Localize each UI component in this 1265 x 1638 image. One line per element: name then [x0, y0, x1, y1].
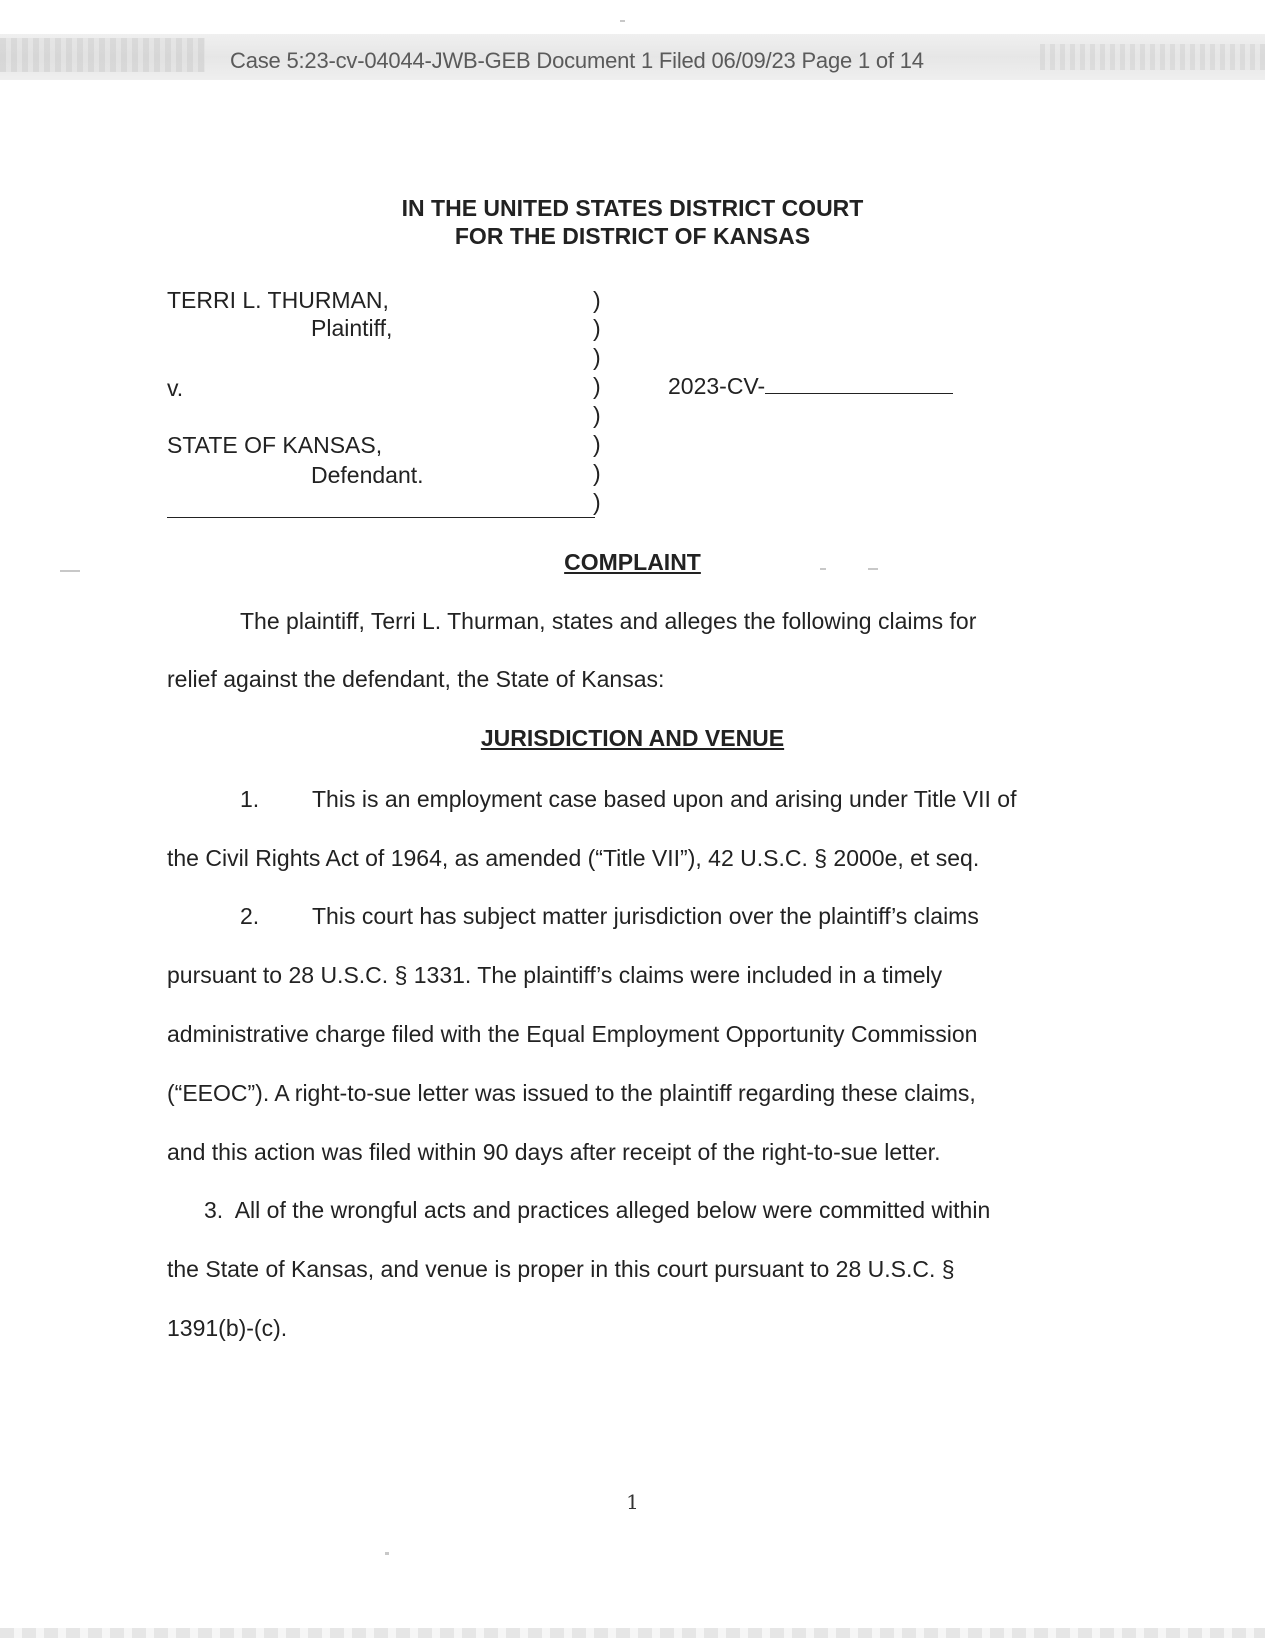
paragraph-number: 3. — [204, 1197, 224, 1223]
paragraph-3-line-2: the State of Kansas, and venue is proper in this court pursuant to 28 U.S.C. § — [167, 1256, 955, 1282]
scan-speck — [620, 20, 625, 22]
scan-smudge-left — [0, 38, 205, 72]
versus: v. — [167, 375, 184, 401]
paragraph-number: 1. — [240, 786, 260, 812]
plaintiff-name: TERRI L. THURMAN, — [167, 287, 389, 313]
case-header-stamp: Case 5:23-cv-04044-JWB-GEB Document 1 Filed 06/09/23 Page 1 of 14 — [230, 48, 924, 73]
scan-speck — [820, 568, 826, 570]
intro-line-2: relief against the defendant, the State of Kansas: — [167, 666, 665, 692]
paragraph-2-first-line — [240, 903, 979, 930]
case-number-prefix: 2023-CV- — [668, 373, 766, 399]
defendant-name: STATE OF KANSAS, — [167, 432, 383, 458]
complaint-title: COMPLAINT — [564, 549, 701, 575]
page-number: 1 — [626, 1490, 639, 1514]
scan-bottom-edge — [0, 1628, 1265, 1638]
scan-smudge-right — [1040, 44, 1265, 70]
caption-paren: ) — [593, 287, 601, 313]
caption-paren: ) — [593, 402, 601, 428]
caption-paren: ) — [593, 431, 601, 457]
court-title-line-1: IN THE UNITED STATES DISTRICT COURT — [401, 195, 864, 221]
caption-paren: ) — [593, 373, 601, 399]
paragraph-2-line-5: and this action was filed within 90 days after receipt of the right-to-sue letter. — [167, 1139, 941, 1165]
caption-paren: ) — [593, 315, 601, 341]
paragraph-number: 2. — [240, 903, 260, 929]
case-number-field — [668, 373, 953, 400]
case-number-blank — [765, 373, 953, 394]
jurisdiction-heading: JURISDICTION AND VENUE — [480, 725, 785, 751]
paragraph-2-line-3: administrative charge filed with the Equal Employment Opportunity Commission — [167, 1021, 978, 1047]
paragraph-text: This is an employment case based upon and arising under Title VII of — [312, 786, 1017, 812]
scan-speck — [385, 1552, 389, 1555]
paragraph-2-line-4: (“EEOC”). A right-to-sue letter was issued to the plaintiff regarding these claims, — [167, 1080, 976, 1106]
paragraph-3-first-line — [204, 1197, 990, 1224]
paragraph-text: This court has subject matter jurisdiction over the plaintiff’s claims — [312, 903, 979, 929]
paragraph-3-line-3: 1391(b)-(c). — [167, 1315, 288, 1341]
scan-speck — [60, 570, 80, 572]
paragraph-1-line-2: the Civil Rights Act of 1964, as amended (“Title VII”), 42 U.S.C. § 2000e, et seq. — [167, 845, 980, 871]
intro-line-1: The plaintiff, Terri L. Thurman, states and alleges the following claims for — [240, 608, 977, 634]
caption-underline — [167, 517, 595, 518]
court-title-line-2: FOR THE DISTRICT OF KANSAS — [454, 223, 811, 249]
caption-paren: ) — [593, 344, 601, 370]
paragraph-text: All of the wrongful acts and practices alleged below were committed within — [234, 1197, 991, 1223]
paragraph-2-line-2: pursuant to 28 U.S.C. § 1331. The plaintiff’s claims were included in a timely — [167, 962, 943, 988]
plaintiff-role: Plaintiff, — [311, 315, 393, 341]
paragraph-1-first-line — [240, 786, 1016, 813]
defendant-role: Defendant. — [311, 462, 424, 488]
caption-paren: ) — [593, 460, 601, 486]
scan-speck — [868, 568, 878, 570]
caption-paren: ) — [593, 489, 601, 515]
